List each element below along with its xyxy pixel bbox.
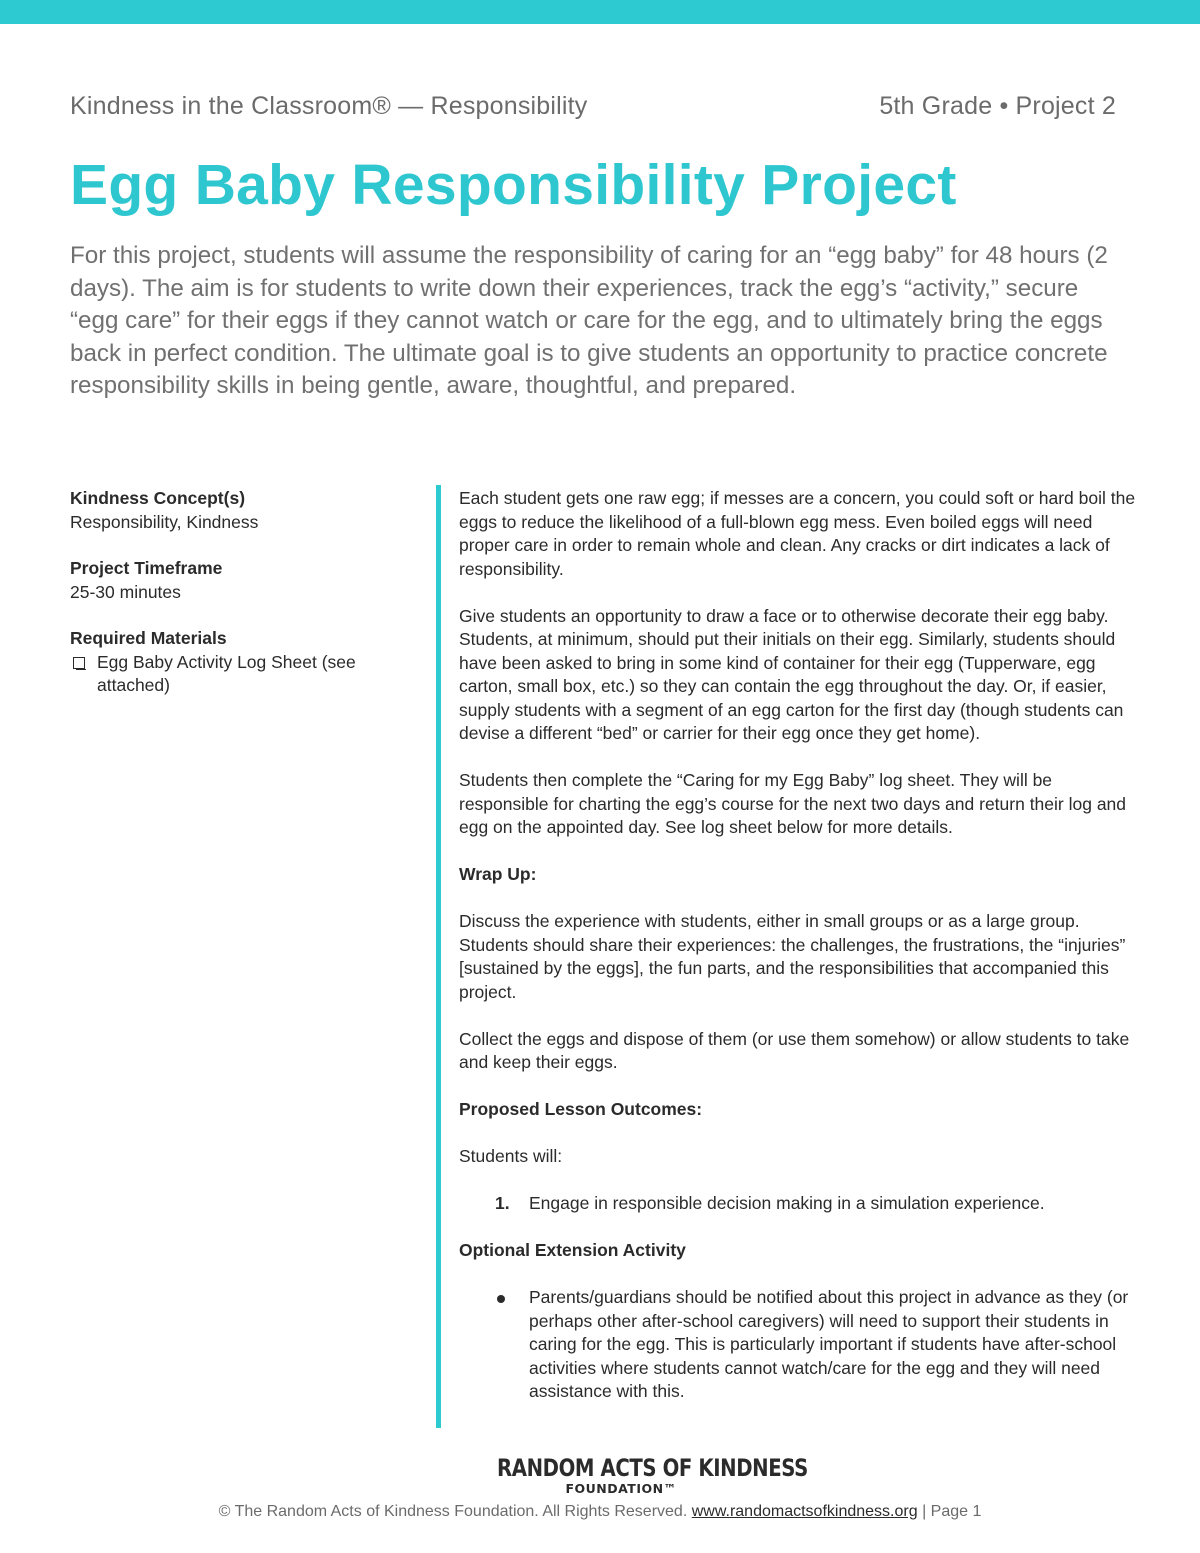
extension-item [459, 1286, 1137, 1404]
material-item-text: Egg Baby Activity Log Sheet (see attached) [97, 651, 356, 695]
wrap-up-heading: Wrap Up: [459, 864, 537, 884]
body-paragraph-1: Each student gets one raw egg; if messes are a concern, you could soft or hard boil the eggs to reduce the likelihood of a full-blown egg mess. Even boiled eggs will need proper care in order to remain whole and clean. Any cracks or dirt indicates a lack of responsibility. [459, 488, 1136, 579]
footer-page-number: | Page 1 [922, 1503, 982, 1520]
wrap-up-paragraph-1: Discuss the experience with students, either in small groups or as a large group. Students should share their experiences: the challenges, the frustrations, the “injuries” [sustained by the eggs], the fun parts, and the responsibilities that accompanied this project. [459, 911, 1126, 1002]
logo-main-text: RANDOM ACTS OF KINDNESS [497, 1454, 808, 1482]
logo-sub-text: FOUNDATION™ [565, 1481, 677, 1496]
column-divider [436, 485, 441, 1428]
extension-heading: Optional Extension Activity [459, 1240, 686, 1260]
top-accent-bar [0, 0, 1200, 24]
outcome-number: 1. [495, 1193, 510, 1213]
outcomes-intro: Students will: [459, 1146, 563, 1166]
concepts-label: Kindness Concept(s) [70, 488, 246, 508]
intro-paragraph: For this project, students will assume the responsibility of caring for an “egg baby” for 48 hours (2 days). The aim is for students to write down their experiences, track the egg’s “activity,” secure “egg care” for their eggs if they cannot watch or care for the egg, and to ultimately bring the eggs back in perfect condition. The ultimate goal is to give students an opportunity to practice concrete responsibility skills in being gentle, aware, thoughtful, and prepared. [70, 242, 1108, 400]
bullet-icon [459, 1286, 529, 1404]
material-item [70, 651, 410, 698]
page-title: Egg Baby Responsibility Project [70, 153, 957, 217]
timeframe-label: Project Timeframe [70, 558, 223, 578]
body-paragraph-2: Give students an opportunity to draw a face or to otherwise decorate their egg baby. Students, at minimum, should put their initials on their egg. Similarly, students should have been asked to bring in some kind of container for their egg (Tupperware, egg carton, small box, etc.) so they can contain the egg throughout the day. Or, if easier, supply students with a segment of an egg carton for the first day (though students can devise a different “bed” or carrier for their egg once they get home). [459, 605, 1124, 743]
body-paragraph-3: Students then complete the “Caring for my Egg Baby” log sheet. They will be responsible for charting the egg’s course for the next two days and return their log and egg on the appointed day. See log sheet below for more details. [459, 770, 1127, 837]
timeframe-value: 25-30 minutes [70, 581, 181, 602]
header-grade-project: 5th Grade • Project 2 [879, 92, 1116, 120]
sidebar [70, 487, 410, 698]
header-series: Kindness in the Classroom® — Responsibility [70, 92, 588, 120]
outcome-item [459, 1192, 1137, 1216]
footer-copyright: © The Random Acts of Kindness Foundation. All Rights Reserved. [218, 1503, 688, 1520]
page-footer [0, 1503, 1200, 1521]
extension-text: Parents/guardians should be notified about this project in advance as they (or perhaps other after-school caregivers) will need to support their students in caring for the egg. This is particularly important if students have after-school activities where students cannot watch/care for the egg and they will need assistance with this. [529, 1287, 1129, 1401]
outcome-text: Engage in responsible decision making in a simulation experience. [529, 1193, 1045, 1213]
footer-website-link[interactable]: www.randomactsofkindness.org [691, 1503, 918, 1520]
materials-label: Required Materials [70, 628, 227, 648]
wrap-up-paragraph-2: Collect the eggs and dispose of them (or use them somehow) or allow students to take and keep their eggs. [459, 1028, 1130, 1072]
outcomes-heading: Proposed Lesson Outcomes: [459, 1099, 703, 1119]
main-content [459, 487, 1137, 1427]
concepts-value: Responsibility, Kindness [70, 511, 259, 532]
foundation-logo [474, 1454, 808, 1496]
checkbox-icon [73, 657, 85, 669]
